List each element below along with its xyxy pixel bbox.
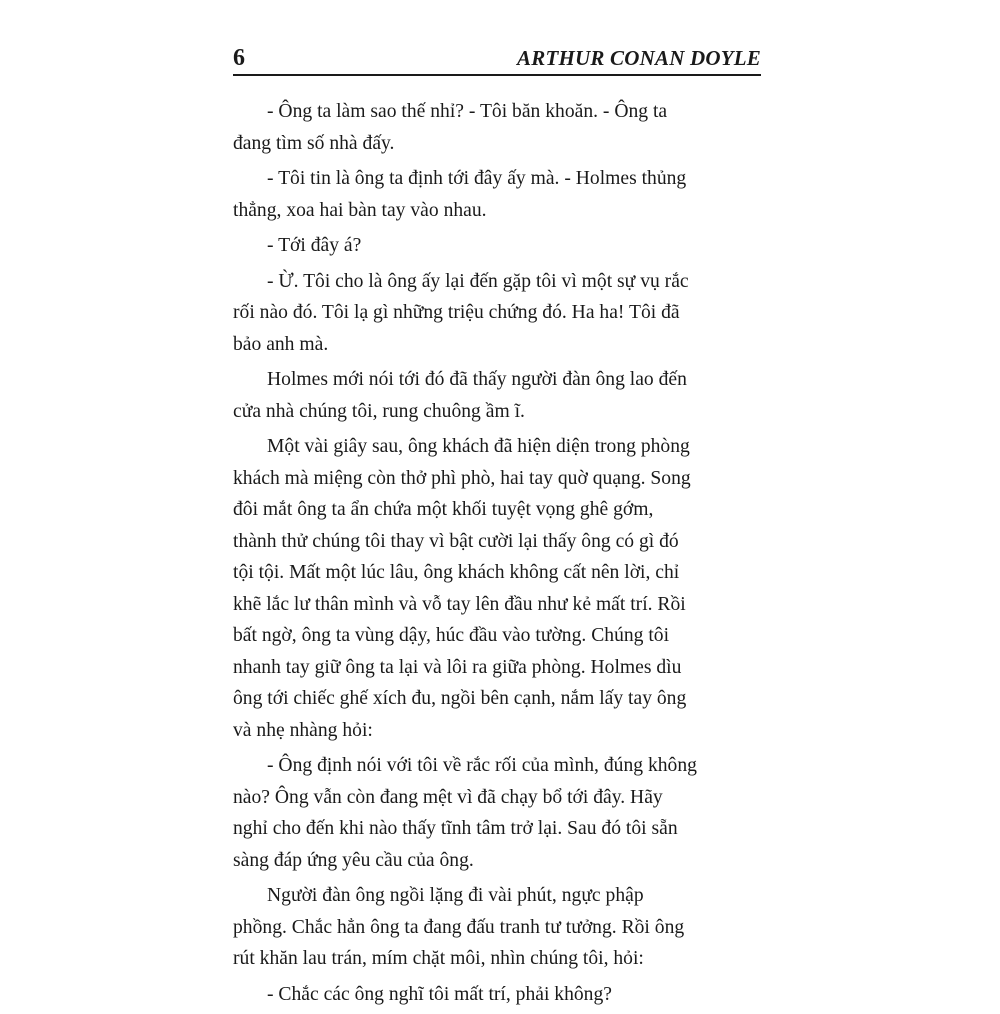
page-number: 6	[233, 45, 245, 71]
text-line: cửa nhà chúng tôi, rung chuông ầm ĩ.	[233, 400, 525, 422]
text-line: bất ngờ, ông ta vùng dậy, húc đầu vào tường. Chúng tôi	[233, 625, 670, 646]
text-line: bảo anh mà.	[233, 333, 329, 355]
text-line: Người đàn ông ngồi lặng đi vài phút, ngực phập	[267, 885, 644, 906]
paragraph	[233, 364, 765, 427]
text-line: nhanh tay giữ ông ta lại và lôi ra giữa phòng. Holmes dìu	[233, 656, 682, 678]
paragraph	[233, 431, 765, 746]
text-line: Holmes mới nói tới đó đã thấy người đàn ông lao đến	[267, 369, 687, 390]
text-line: - Ừ. Tôi cho là ông ấy lại đến gặp tôi vì một sự vụ rắc	[267, 270, 689, 292]
paragraph	[233, 230, 765, 262]
text-line: - Tới đây á?	[267, 235, 362, 256]
paragraph	[233, 880, 765, 975]
text-line: khẽ lắc lư thân mình và vỗ tay lên đầu như kẻ mất trí. Rồi	[233, 593, 686, 615]
page-header	[233, 44, 761, 76]
text-line: - Ông ta làm sao thế nhỉ? - Tôi băn khoăn. - Ông ta	[267, 101, 668, 122]
paragraph	[233, 979, 765, 1011]
text-line: nào? Ông vẫn còn đang mệt vì đã chạy bổ tới đây. Hãy	[233, 786, 663, 808]
text-line: nghỉ cho đến khi nào thấy tĩnh tâm trở lại. Sau đó tôi sẵn	[233, 818, 678, 839]
text-line: tội tội. Mất một lúc lâu, ông khách không cất nên lời, chỉ	[233, 562, 680, 583]
text-line: đang tìm số nhà đấy.	[233, 132, 395, 154]
paragraph	[233, 266, 765, 361]
body-text	[233, 96, 765, 1014]
text-line: thành thử chúng tôi thay vì bật cười lại thấy ông có gì đó	[233, 530, 679, 552]
text-line: sàng đáp ứng yêu cầu của ông.	[233, 849, 474, 871]
text-line: Một vài giây sau, ông khách đã hiện diện trong phòng	[267, 436, 690, 457]
text-line: rút khăn lau trán, mím chặt môi, nhìn chúng tôi, hỏi:	[233, 948, 644, 969]
text-line: - Tôi tin là ông ta định tới đây ấy mà. - Holmes thủng	[267, 168, 687, 189]
paragraph	[233, 163, 765, 226]
text-line: đôi mắt ông ta ẩn chứa một khối tuyệt vọng ghê gớm,	[233, 499, 654, 520]
text-line: - Chắc các ông nghĩ tôi mất trí, phải không?	[267, 983, 612, 1005]
text-line: - Ông định nói với tôi về rắc rối của mình, đúng không	[267, 755, 697, 776]
text-line: rối nào đó. Tôi lạ gì những triệu chứng đó. Ha ha! Tôi đã	[233, 302, 680, 323]
text-line: phồng. Chắc hẳn ông ta đang đấu tranh tư tưởng. Rồi ông	[233, 916, 685, 938]
text-line: ông tới chiếc ghế xích đu, ngồi bên cạnh, nắm lấy tay ông	[233, 688, 687, 709]
running-title: ARTHUR CONAN DOYLE	[517, 46, 761, 70]
text-line: thẳng, xoa hai bàn tay vào nhau.	[233, 199, 487, 221]
paragraph	[233, 750, 765, 876]
paragraph	[233, 96, 765, 159]
text-line: và nhẹ nhàng hỏi:	[233, 719, 373, 741]
text-line: khách mà miệng còn thở phì phò, hai tay quờ quạng. Song	[233, 467, 691, 489]
